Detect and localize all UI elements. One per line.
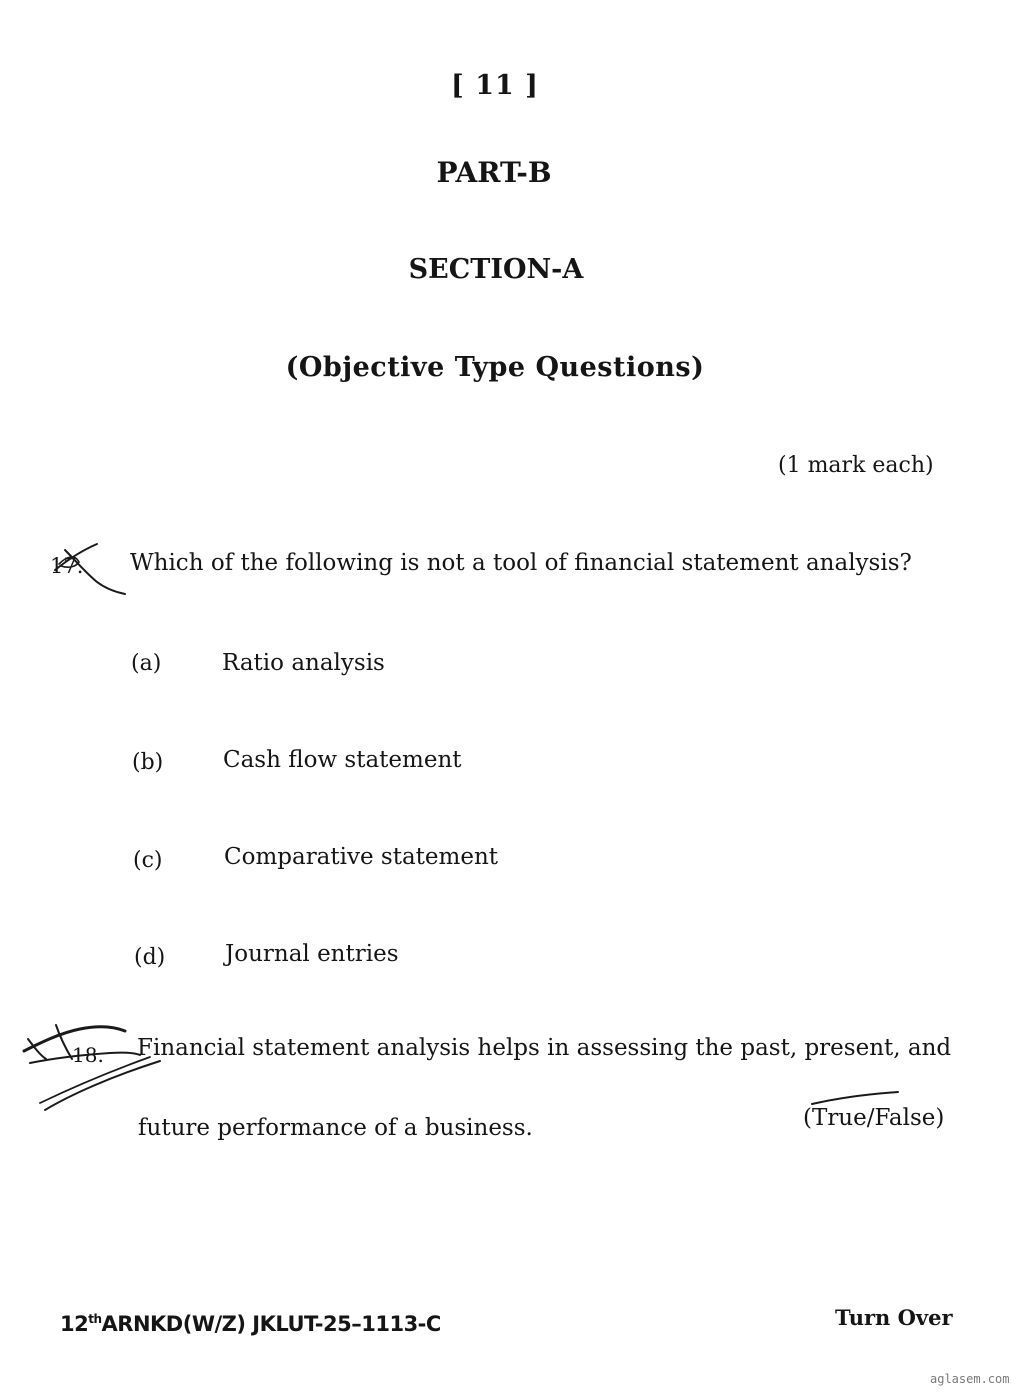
- q17-option-c-text: Comparative statement: [224, 844, 499, 870]
- q17-option-a-key: (a): [131, 651, 162, 676]
- handwritten-strike-mark-q18: [20, 1015, 170, 1125]
- q17-option-a-text: Ratio analysis: [222, 650, 385, 676]
- part-title: PART-B: [436, 156, 552, 189]
- page-number: [ 11 ]: [451, 70, 539, 101]
- q17-option-b-text: Cash flow statement: [223, 747, 462, 773]
- q17-option-d-text: Journal entries: [225, 941, 399, 967]
- q17-option-c-key: (c): [133, 848, 163, 873]
- q17-option-d-key: (d): [134, 945, 166, 970]
- question-18-number: 18.: [72, 1043, 104, 1067]
- handwritten-tick-mark-q17: [45, 538, 135, 598]
- question-17-number: 17.: [50, 554, 84, 578]
- question-18-text-line-1: Financial statement analysis helps in assessing the past, present, and: [137, 1035, 952, 1061]
- true-false-answer-format: (True/False): [803, 1105, 945, 1131]
- marks-note: (1 mark each): [778, 453, 934, 478]
- turn-over-note: Turn Over: [835, 1305, 953, 1330]
- question-18-text-line-2: future performance of a business.: [138, 1115, 533, 1141]
- handwritten-overline-true: [808, 1090, 908, 1110]
- section-subtitle: (Objective Type Questions): [285, 352, 705, 383]
- watermark: aglasem.com: [930, 1372, 1010, 1386]
- section-title: SECTION-A: [408, 254, 584, 285]
- question-17-text: Which of the following is not a tool of financial statement analysis?: [130, 550, 912, 576]
- q17-option-b-key: (b): [132, 750, 164, 775]
- paper-code: 12thARNKD(W/Z) JKLUT-25–1113-C: [60, 1312, 441, 1336]
